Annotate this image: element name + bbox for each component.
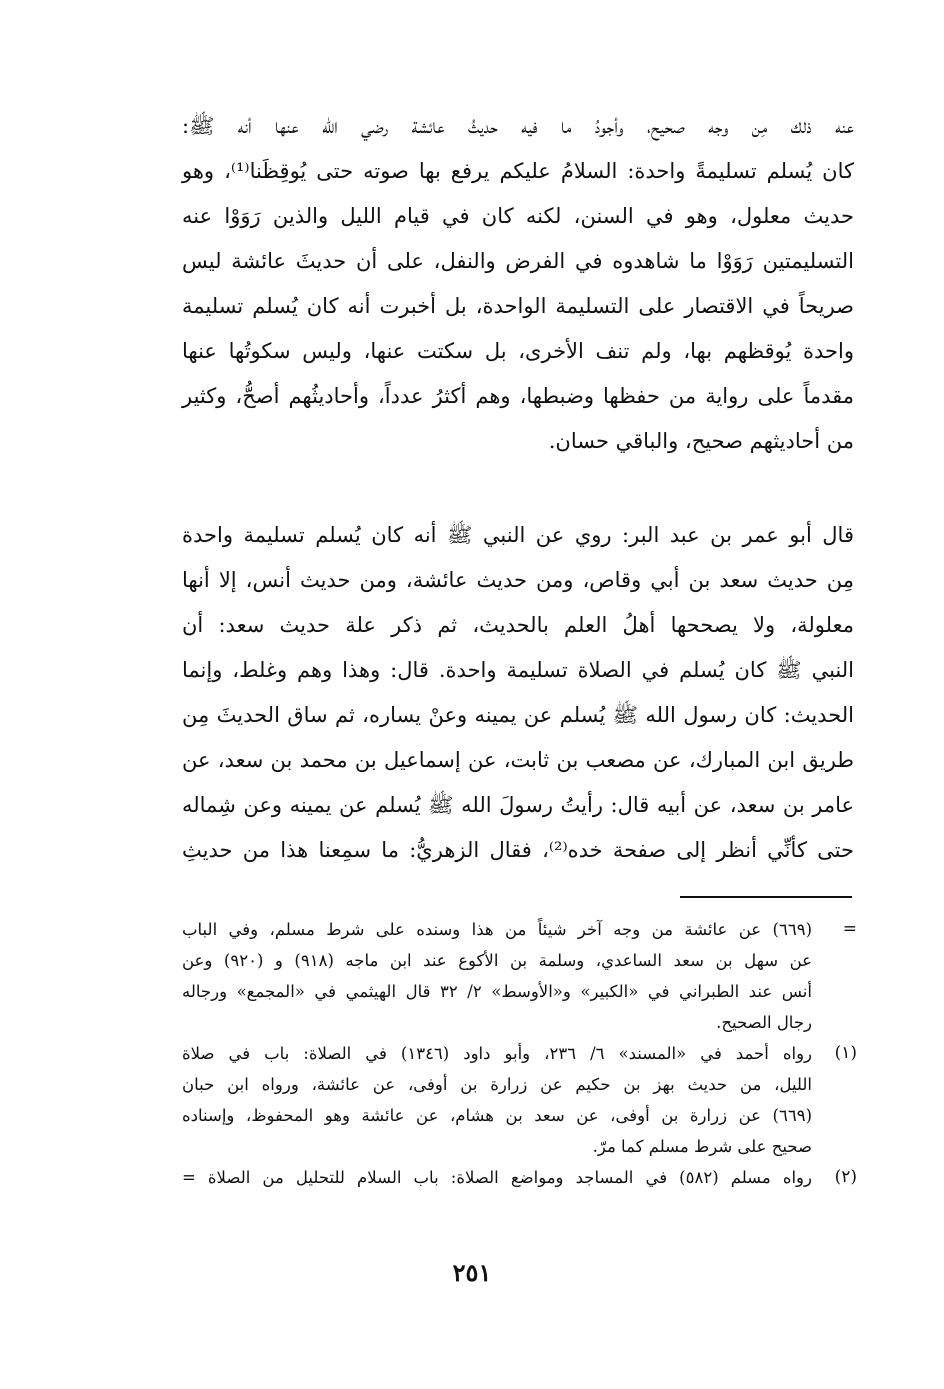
- footnote-line: (٦٦٩) عن عائشة من وجه آخر شيئاً من هذا وسنده على شرط مسلم، وفي الباب: [182, 920, 812, 939]
- footnote-mark: =: [842, 919, 857, 939]
- footnote-line: أنس عند الطبراني في «الكبير» و«الأوسط» ٢/ ٣٢ قال الهيثمي في «المجمع» ورجاله: [182, 982, 812, 1001]
- footnotes: [182, 914, 857, 1193]
- text-line: الحديث: كان رسول الله ﷺ يُسلم عن يمينه وعنْ يساره، ثم ساق الحديثَ مِن: [182, 703, 854, 727]
- text-line: صريحاً في الاقتصار على التسليمة الواحدة، بل أخبرت أنه كان يُسلم تسليمة: [182, 294, 854, 318]
- footnote-continued: [182, 914, 857, 1038]
- footnote-line: عن سهل بن سعد الساعدي، وسلمة بن الأكوع عند ابن ماجه (٩١٨) و (٩٢٠) وعن: [182, 951, 812, 970]
- footnote-1: [182, 1038, 857, 1162]
- footnote-line: رواه مسلم (٥٨٢) في المساجد ومواضع الصلاة: باب السلام للتحليل من الصلاة =: [182, 1168, 812, 1187]
- text-line: حديث معلول، وهو في السنن، لكنه كان في قيام الليل والذين رَوَوْا عنه: [182, 204, 854, 228]
- footnote-mark: (١): [834, 1043, 857, 1063]
- text-line: معلولة، ولا يصححها أهلُ العلم بالحديث، ثم ذكر علة حديث سعد: أن: [182, 613, 854, 637]
- footnote-line: رجال الصحيح.: [716, 1013, 812, 1032]
- text-line: واحدة يُوقظهم بها، ولم تنف الأخرى، بل سكتت عنها، وليس سكوتُها عنها: [182, 339, 854, 363]
- text-line: طريق ابن المبارك، عن مصعب بن ثابت، عن إسماعيل بن محمد بن سعد، عن: [182, 748, 854, 772]
- text-line: النبي ﷺ كان يُسلم في الصلاة تسليمة واحدة. قال: وهذا وهم وغلط، وإنما: [182, 658, 854, 682]
- footnote-line: (٦٦٩) عن زرارة بن أوفى، عن سعد بن هشام، عن عائشة وهو المحفوظ، وإسناده: [182, 1106, 812, 1125]
- text-line: مقدماً على رواية من حفظها وضبطها، وهم أكثرُ عدداً، وأحاديثُهم أصحُّ، وكثير: [182, 384, 854, 408]
- paragraph-1: [182, 104, 854, 464]
- footnote-mark: (٢): [834, 1167, 857, 1187]
- text-line: من أحاديثهم صحيح، والباقي حسان.: [548, 429, 854, 453]
- footnote-line: رواه أحمد في «المسند» ٦/ ٢٣٦، وأبو داود (١٣٤٦) في الصلاة: باب في صلاة: [182, 1044, 812, 1063]
- paragraph-2: [182, 513, 854, 873]
- footnote-2: [182, 1162, 857, 1193]
- text-line: عامر بن سعد، عن أبيه قال: رأيتُ رسولَ الله ﷺ يُسلم عن يمينه وعن شِماله: [182, 793, 854, 817]
- footnote-line: الليل، من حديث بهز بن حكيم عن زرارة بن أوفى، عن عائشة، ورواه ابن حبان: [182, 1075, 812, 1094]
- text-line: كان يُسلم تسليمةً واحدة: السلامُ عليكم يرفع بها صوته حتى يُوقِظَنا⁽¹⁾، وهو: [182, 159, 854, 183]
- text-line: قال أبو عمر بن عبد البر: روي عن النبي ﷺ أنه كان يُسلم تسليمة واحدة: [182, 523, 854, 547]
- footnote-separator: [680, 896, 852, 898]
- text-line: عنه ذلك مِن وجه صحيح، وأجودُ ما فيه حديثُ عائشة رضي الله عنها أنه ﷺ:: [182, 114, 854, 138]
- footnote-line: صحيح على شرط مسلم كما مرّ.: [592, 1137, 812, 1156]
- text-line: التسليمتين رَوَوْا ما شاهدوه في الفرض والنفل، على أن حديثَ عائشة ليس: [182, 249, 854, 273]
- text-line: حتى كأنِّي أنظر إلى صفحة خده⁽²⁾، فقال الزهريُّ: ما سمِعنا هذا من حديثِ: [182, 838, 855, 862]
- page-number: ٢٥١: [452, 1258, 492, 1287]
- text-line: مِن حديث سعد بن أبي وقاص، ومن حديث عائشة، ومن حديث أنس، إلا أنها: [182, 568, 854, 592]
